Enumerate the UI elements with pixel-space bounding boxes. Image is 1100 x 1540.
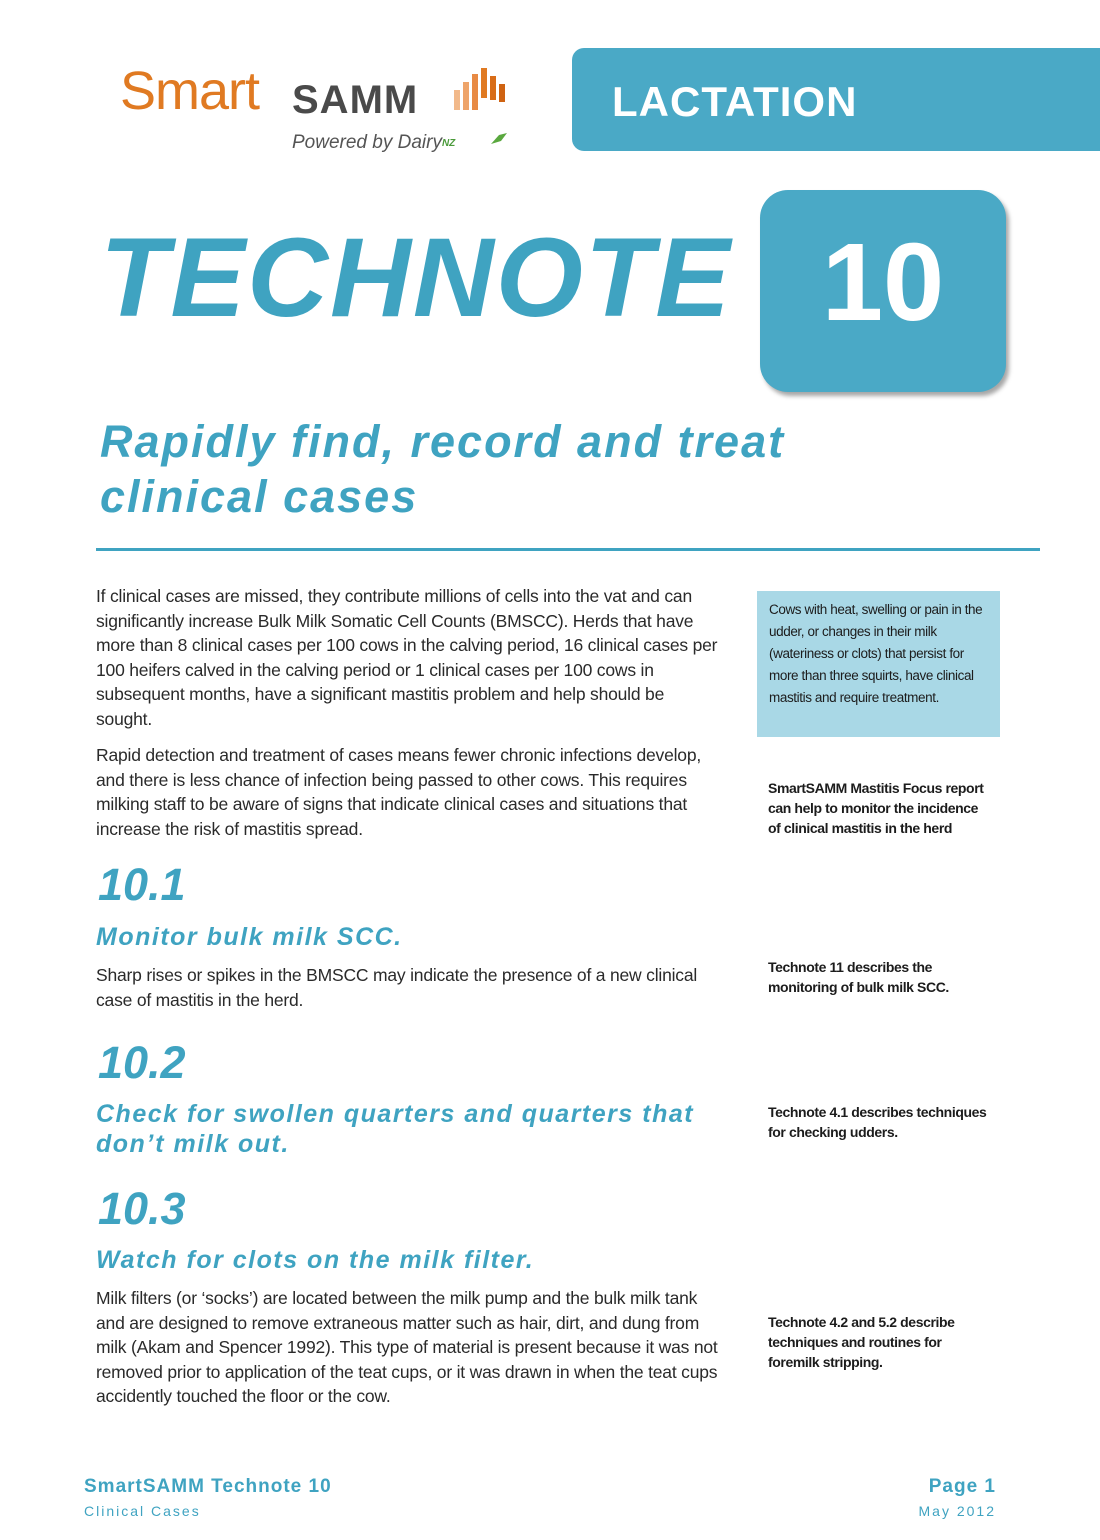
section-number-10-1: 10.1 xyxy=(98,859,186,910)
logo-bars-icon xyxy=(452,68,508,112)
lactation-banner xyxy=(572,48,1100,151)
intro-paragraph-2: Rapid detection and treatment of cases means fewer chronic infections develop, and there is less chance of infection being passed to other cows. This requires milking staff to be aware of signs that indicate clinical cases and situations that increase the risk of mastitis spread. xyxy=(96,745,702,839)
section-body-10-3: Milk filters (or ‘socks’) are located between the milk pump and the bulk milk tank and are designed to remove extraneous matter such as hair, dirt, and dung from milk (Akam and Spencer 1992). This type of material is present because it was not removed prior to application of the teat cups, or it was drawn in when the teat cups accidently touched the floor or the cow. xyxy=(96,1288,718,1407)
sidebar-note-technote-4-2: Technote 4.2 and 5.2 describe techniques and routines for foremilk stripping. xyxy=(768,1314,955,1370)
section-heading-10-3: Watch for clots on the milk filter. xyxy=(96,1246,535,1274)
logo-smart-text: Smart xyxy=(120,61,260,121)
subtitle-line-1: Rapidly find, record and treat xyxy=(100,416,786,467)
logo-tagline-text: Powered by Dairy xyxy=(292,132,442,153)
footer-page-number: Page 1 xyxy=(928,1476,996,1497)
footer-date: May 2012 xyxy=(918,1503,996,1519)
sidebar-callout: Cows with heat, swelling or pain in the udder, or changes in their milk (wateriness or clots) that persist for more than three squirts, have clinical mastitis and require treatment. xyxy=(757,591,1000,737)
smartsamm-logo xyxy=(120,60,520,165)
section-number-10-3: 10.3 xyxy=(98,1183,186,1234)
logo-tagline xyxy=(292,132,455,154)
footer-doc-subtitle: Clinical Cases xyxy=(84,1503,201,1519)
title-divider xyxy=(96,548,1040,551)
sidebar-note-technote-4-1: Technote 4.1 describes techniques for checking udders. xyxy=(768,1104,987,1140)
section-heading-10-1: Monitor bulk milk SCC. xyxy=(96,923,403,951)
technote-number-box xyxy=(760,190,1006,392)
subtitle-line-2: clinical cases xyxy=(100,471,419,522)
dairynz-leaf-icon xyxy=(490,132,508,146)
page-subtitle xyxy=(100,414,960,524)
technote-number: 10 xyxy=(821,221,945,344)
logo-nz-text: NZ xyxy=(441,138,456,149)
technote-title: TECHNOTE xyxy=(100,215,732,340)
banner-label: LACTATION xyxy=(612,78,858,125)
logo-samm-text: SAMM xyxy=(292,78,419,122)
section-number-10-2: 10.2 xyxy=(98,1037,186,1088)
sidebar-note-technote-11: Technote 11 describes the monitoring of bulk milk SCC. xyxy=(768,959,949,995)
intro-paragraph-1: If clinical cases are missed, they contribute millions of cells into the vat and can significantly increase Bulk Milk Somatic Cell Counts (BMSCC). Herds that have more than 8 clinical cases per 100 cows in the calving period, 16 clinical cases per 100 heifers calved in the calving period or 1 clinical cases per 100 cows in subsequent months, have a significant mastitis problem and help should be sought. xyxy=(96,586,718,729)
footer-doc-title: SmartSAMM Technote 10 xyxy=(84,1476,332,1497)
section-heading-10-2: Check for swollen quarters and quarters that don’t milk out. xyxy=(96,1100,695,1158)
sidebar-note-mastitis-focus: SmartSAMM Mastitis Focus report can help to monitor the incidence of clinical mastitis in the herd xyxy=(768,780,984,836)
section-body-10-1: Sharp rises or spikes in the BMSCC may indicate the presence of a new clinical case of mastitis in the herd. xyxy=(96,965,698,1010)
